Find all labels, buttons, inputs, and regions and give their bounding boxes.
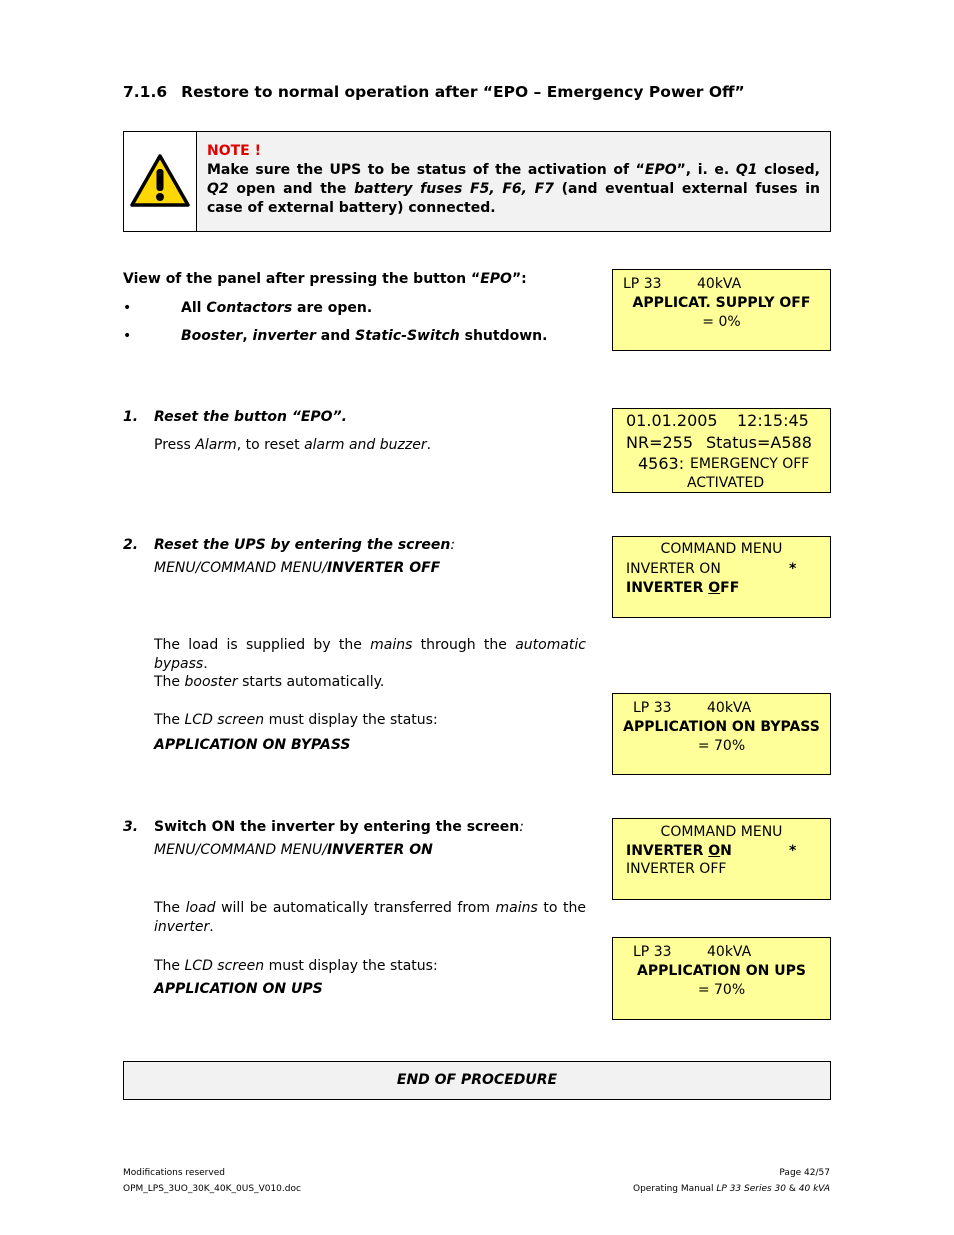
footer-filename: OPM_LPS_3UO_30K_40K_0US_V010.doc: [123, 1184, 301, 1194]
note-title: NOTE !: [207, 143, 261, 159]
warning-triangle-icon: [130, 154, 190, 208]
step3-menu-path: MENU/COMMAND MENU/INVERTER ON: [154, 842, 433, 858]
footer-modifications: Modifications reserved: [123, 1168, 225, 1178]
step2-menu-path: MENU/COMMAND MENU/INVERTER OFF: [154, 560, 441, 576]
lcd-status: APPLICAT. SUPPLY OFF: [632, 295, 811, 311]
note-text: [207, 142, 820, 218]
lcd-display-supply-off: [612, 269, 831, 351]
end-of-procedure: END OF PROCEDURE: [123, 1061, 831, 1100]
lcd-load: = 0%: [702, 314, 741, 330]
step2-status: APPLICATION ON BYPASS: [154, 737, 351, 753]
lcd-power: 40kVA: [697, 276, 742, 292]
lcd-time: 12:15:45: [737, 411, 809, 430]
lcd-item-inverter-on: INVERTER ON: [626, 561, 721, 577]
footer-manual-title: Operating Manual LP 33 Series 30 & 40 kVA: [632, 1184, 830, 1194]
step3-number: 3.: [123, 819, 139, 835]
lcd-message-1: EMERGENCY OFF: [690, 456, 810, 472]
lcd-display-command-menu-off: [612, 536, 831, 618]
step2-lcd-display: The LCD screen must display the status:: [154, 712, 438, 728]
bullet-marker: •: [123, 328, 132, 344]
lcd-display-emergency: [612, 408, 831, 493]
step3-title: Switch ON the inverter by entering the screen:: [154, 819, 524, 835]
bullet-shutdown: Booster, inverter and Static-Switch shutdown.: [181, 328, 548, 344]
step2-title: Reset the UPS by entering the screen:: [154, 537, 456, 553]
section-title: Restore to normal operation after “EPO – Emergency Power Off”: [181, 83, 745, 101]
step2-booster: The booster starts automatically.: [154, 674, 385, 690]
lcd-model: LP 33: [623, 276, 662, 292]
note-icon-cell: [124, 132, 197, 231]
lcd-model: LP 33: [633, 944, 672, 960]
lcd-load: = 70%: [697, 738, 746, 754]
lcd-item-inverter-off: INVERTER OFF: [626, 580, 740, 596]
step3-status: APPLICATION ON UPS: [154, 981, 323, 997]
step1-title: Reset the button “EPO”.: [154, 409, 347, 425]
step3-load-transferred: The load will be automatically transferred from mains to the inverter.: [154, 900, 586, 935]
note-body: Make sure the UPS to be status of the activation of “EPO”, i. e. Q1 closed, Q2 open and the battery fuses F5, F6, F7 (and eventual external fuses in case of external battery) connected.: [207, 162, 820, 216]
bullet-contactors: All Contactors are open.: [181, 300, 373, 316]
section-heading: [123, 83, 745, 101]
lcd-power: 40kVA: [707, 944, 752, 960]
step3-lcd-display: The LCD screen must display the status:: [154, 958, 438, 974]
lcd-item-inverter-on: INVERTER ON: [626, 843, 732, 859]
section-number: 7.1.6: [123, 83, 168, 101]
step2-number: 2.: [123, 537, 139, 553]
lcd-menu-title: COMMAND MENU: [660, 824, 783, 840]
step1-press-alarm: Press Alarm, to reset alarm and buzzer.: [154, 437, 432, 453]
lcd-power: 40kVA: [707, 700, 752, 716]
lcd-item-inverter-off: INVERTER OFF: [626, 861, 727, 877]
note-box: [123, 131, 831, 232]
lcd-date: 01.01.2005: [626, 411, 718, 430]
lcd-message-2: ACTIVATED: [687, 475, 765, 491]
lcd-event-code: 4563:: [638, 454, 685, 473]
lcd-cursor-star: *: [789, 843, 797, 859]
lcd-menu-title: COMMAND MENU: [660, 541, 783, 557]
step2-load-supplied: The load is supplied by the mains through the automatic bypass.: [154, 637, 586, 672]
step1-number: 1.: [123, 409, 139, 425]
lcd-load: = 70%: [697, 982, 746, 998]
lcd-status-code: Status=A588: [706, 433, 812, 452]
footer-page-number: Page 42/57: [779, 1168, 830, 1178]
lcd-cursor-star: *: [789, 561, 797, 577]
lcd-nr: NR=255: [626, 433, 694, 452]
lcd-display-ups: [612, 937, 831, 1020]
lcd-status: APPLICATION ON UPS: [637, 963, 806, 979]
lcd-display-bypass: [612, 693, 831, 775]
lcd-display-command-menu-on: [612, 818, 831, 900]
epo-intro: View of the panel after pressing the button “EPO”:: [123, 271, 527, 287]
lcd-model: LP 33: [633, 700, 672, 716]
lcd-status: APPLICATION ON BYPASS: [623, 719, 820, 735]
bullet-marker: •: [123, 300, 132, 316]
